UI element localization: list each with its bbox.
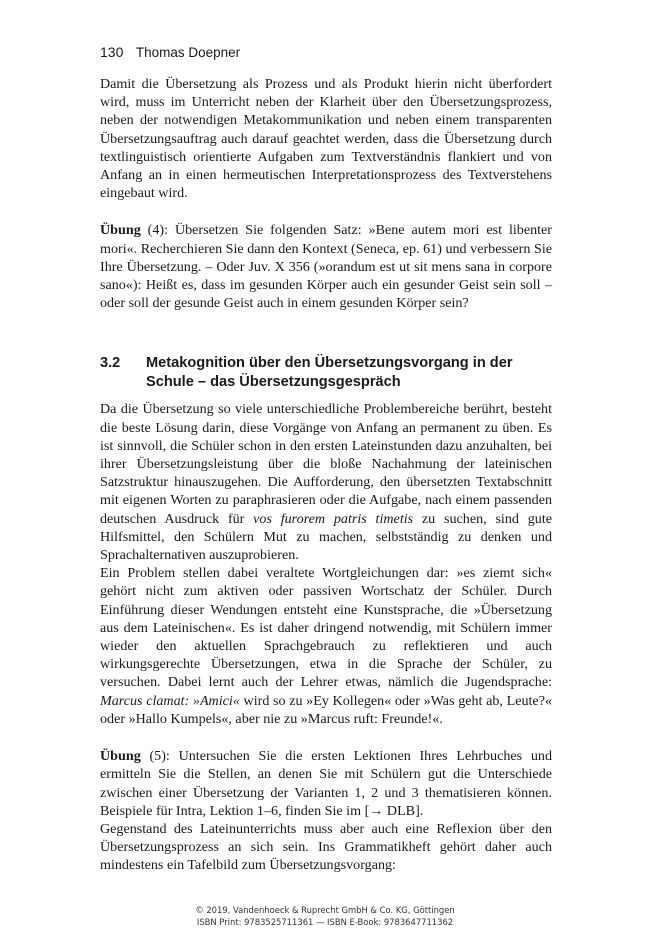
exercise-5-text: (5): Untersuchen Sie die ersten Lektionen Ihres Lehrbuches und ermitteln Sie die Stellen, an denen Sie mit Schülern gut die Unterschiede zwischen einer Übersetzung der Varianten 1, 2 und 3 thematisieren können. Beispiele für Intra, Lektion 1–6, finden Sie im [→ DLB]. — [100, 748, 552, 819]
running-header — [100, 44, 552, 60]
paragraph-reflection: Gegenstand des Lateinunterrichts muss aber auch eine Reflexion über den Übersetzungsprozess an sich sein. Ins Grammatikheft gehört daher auch mindestens ein Tafelbild zum Übersetzungsvorgang: — [100, 820, 552, 874]
exercise-label: Übung — [100, 748, 141, 765]
paragraph-translation-process: Damit die Übersetzung als Prozess und als Produkt hierin nicht überfordert wird, muss im Unterricht neben der Klarheit über den Übersetzungsprozess, neben der notwendigen Metakommunikation und neben einem transparenten Übersetzungsauftrag auch darauf geachtet werden, dass die Übersetzung durch textlinguistisch orientierte Aufgaben zum Textverständnis flankiert und von Anfang an in einen hermeutischen Interpretationsprozess des Textverstehens eingebaut wird. — [100, 76, 552, 202]
section-number: 3.2 — [100, 355, 121, 372]
isbn-line: ISBN Print: 9783525711361 — ISBN E-Book: 9783647711362 — [196, 917, 454, 927]
latin-phrase: Marcus clamat: »Amici« — [100, 692, 240, 709]
running-head-author: Thomas Doepner — [135, 45, 241, 60]
exercise-4-text: (4): Übersetzen Sie folgenden Satz: »Bene autem mori est libenter mori«. Recherchieren Sie dann den Kontext (Seneca, ep. 61) und verbessern Sie Ihre Übersetzung. – Oder Juv. X 356 (»orandum est ut sit mens sana in corpore sano«): Heißt es, dass im gesunden Körper auch ein gesunder Geist sein soll – oder soll der gesunde Geist auch in einem gesunden Körper sein? — [100, 222, 552, 312]
exercise-4 — [100, 221, 552, 312]
latin-phrase: vos furorem patris timetis — [253, 510, 414, 527]
paragraph-text: Da die Übersetzung so viele unterschiedliche Problembereiche berührt, besteht die beste Lösung darin, diese Vorgänge von Anfang an permanent zu üben. Es ist sinnvoll, die Schüler schon in den ersten Lateinstunden dazu anzuhalten, bei ihrer Übersetzungsleistung über die bloße Nachahmung der lateinischen Satzstruktur hinauszugehen. Die Aufforderung, den übersetzten Textabschnitt mit eigenen Worten zu paraphrasieren oder die Aufgabe, nach einem passenden deutschen Ausdruck für — [100, 401, 552, 527]
paragraph-text: Ein Problem stellen dabei veraltete Wortgleichungen dar: »es ziemt sich« gehört nicht zum aktiven oder passiven Wortschatz der Schüler. Durch Einführung dieser Wendungen entsteht eine Kunstsprache, die »Übersetzung aus dem Lateinischen«. Es ist daher dringend notwendig, mit Schülern immer wieder den aktuellen Sprachgebrauch zu reflektieren und auch wirkungsgerechte Übersetzungen, etwa in die Sprache der Schüler, zu versuchen. Dabei lernt auch der Lehrer etwas, nämlich die Jugendsprache: — [100, 565, 552, 691]
paragraph-practice — [100, 400, 552, 564]
exercise-5 — [100, 747, 552, 820]
copyright-footer — [0, 904, 650, 928]
paragraph-text: zu suchen, sind gute Hilfsmittel, den Schülern Mut zu machen, selbstständig zu denken und Sprachalternativen auszuprobieren. — [100, 510, 552, 564]
paragraph-word-equations — [100, 564, 552, 728]
copyright-line: © 2019, Vandenhoeck & Ruprecht GmbH & Co. KG, Göttingen — [195, 905, 455, 915]
exercise-label: Übung — [100, 222, 141, 239]
page-body — [100, 75, 552, 875]
page-number: 130 — [100, 44, 124, 60]
paragraph-text: wird so zu »Ey Kollegen« oder »Was geht ab, Leute?« oder »Hallo Kumpels«, aber nie zu »Marcus ruft: Freunde!«. — [100, 692, 552, 727]
section-heading — [100, 354, 552, 392]
section-title: Metakognition über den Übersetzungsvorgang in der Schule – das Übersetzungsgespräch — [146, 355, 513, 391]
